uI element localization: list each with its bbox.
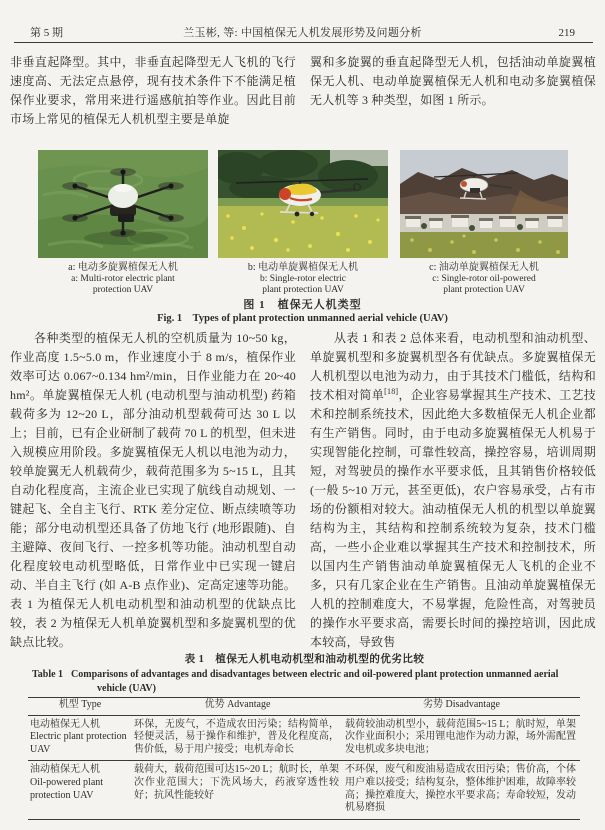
table-header-row (28, 698, 580, 716)
body-right-text-2: ，企业容易掌握其生产技术、工艺技术和控制系统技术，因此绝大多数植保无人机企业都有生产销售。同时，由于电动多旋翼植保无人机易于实现智能化控制，可靠性较高，操控容易，培训周期短，对驾驶员的操作水平要求低，且其销售价格较低 (一般 5~10 万元，甚至更低)，农户容易承受，占有市场的份额相对较大。油动植保无人机的机型以单旋翼结构为主，其结构和控制系统较为复杂，技术门槛高，一些小企业难以掌握其生产技术和控制技术，所以国内生产销售油动单旋翼植保无人飞机的企业不多，只有几家企业在生产销售。且油动单旋翼植保无人机的控制难度大，不易掌握，危险性高，对驾驶员的操作水平要求高，需要长时间的操控培训，因此成本较高，导致售 (310, 388, 597, 649)
table-1-caption-en-text: Comparisons of advantages and disadvantages between electric and oil-powered plant protection unmanned aerial vehicle (UAV) (71, 669, 559, 694)
table-1-caption (32, 653, 577, 695)
caption-a-zh: a: 电动多旋翼植保无人机 (68, 262, 178, 273)
cell-type-oil (28, 761, 132, 819)
intro-paragraph-right: 翼和多旋翼的垂直起降型无人机，包括油动单旋翼植保无人机、电动单旋翼植保无人机和电动多旋翼植保无人机等 3 种类型，如图 1 所示。 (310, 55, 596, 107)
table-1-caption-zh: 表 1 植保无人机电动机型和油动机型的优劣比较 (184, 654, 425, 665)
intro-paragraph-left: 非垂直起降型。其中，非垂直起降型无人飞机的飞行速度高、无法定点悬停，现有技术条件下不能满足植保作业要求，常用来进行遥感航拍等作业。因此目前市场上常见的植保无人机机型主要是单旋 (10, 55, 296, 126)
page-number: 219 (558, 27, 575, 39)
photo-single-rotor-electric-uav (218, 150, 388, 258)
figure-1-title (0, 298, 605, 326)
body-paragraph-left: 各种类型的植保无人机的空机质量为 10~50 kg，作业高度 1.5~5.0 m，作业速度小于 8 m/s，植保作业效率可达 0.067~0.134 hm²/min，日作业能力在 20~40 hm²。单旋翼植保无人机 (电动机型与油动机型) 药箱载荷多为 12~20 L，部分油动机型载荷可达 30 L 以上；目前，已有企业研制了载荷 70 L 的机型，但未进入规模应用阶段。多旋翼植保无人机以电池为动力，较单旋翼无人机载荷少，载荷范围多为 5~15 L，且其自动化程度高，主流企业已实现了航线自动规划、一键起飞、全自主飞行、RTK 差分定位、断点续喷等功能；部分电动机型还具备了仿地飞行 (地形跟随)、自主避障、夜间飞行、一控多机等功能。油动机型自动化程度较电动机型略低，日常作业中已实现一键启动、半自主飞行 (如 A-B 点作业)、定高定速等功能。表 1 为植保无人机电动机型和油动机型的优缺点比较，表 2 为植保无人机单旋翼机型和多旋翼机型的优缺点比较。 (10, 331, 296, 649)
caption-c-en2: plant protection UAV (443, 285, 525, 295)
col-header-disadvantage: 劣势 Disadvantage (343, 698, 580, 716)
table-1-label: Table 1 (32, 669, 64, 680)
caption-c-zh: c: 油动单旋翼植保无人机 (429, 262, 539, 273)
figure-1-panel-a (38, 150, 208, 296)
type-en: Electric plant protection UAV (30, 731, 127, 755)
journal-issue: 第 5 期 (30, 27, 63, 39)
figure-1-title-en: Fig. 1 Types of plant protection unmanned aerial vehicle (UAV) (157, 313, 448, 324)
figure-1 (38, 150, 568, 296)
caption-a-en2: protection UAV (92, 285, 154, 295)
figure-1-panel-b (218, 150, 388, 296)
photo-multi-rotor-electric-uav (38, 150, 208, 258)
body-right-text-1: 从表 1 和表 2 总体来看，电动机型和油动机型、单旋翼机型和多旋翼机型各有优缺点。多旋翼植保无人机机型以电池为动力，由于其技术门槛低，结构和技术相对简单 (310, 331, 596, 402)
caption-c-en1: c: Single-rotor oil-powered (432, 274, 536, 284)
table-row-oil-powered (28, 761, 580, 819)
caption-b-en2: plant protection UAV (262, 285, 344, 295)
figure-1-panel-c (400, 150, 568, 296)
col-header-advantage: 优势 Advantage (132, 698, 343, 716)
photo-single-rotor-oil-powered-uav (400, 150, 568, 258)
caption-b-zh: b: 电动单旋翼植保无人机 (247, 262, 359, 273)
body-columns (10, 329, 596, 652)
caption-a (38, 262, 208, 296)
caption-a-en1: a: Multi-rotor electric plant (71, 274, 175, 284)
type-zh: 电动植保无人机 (30, 718, 100, 730)
citation-ref-18: [18] (384, 387, 399, 396)
body-paragraph-right (310, 329, 596, 652)
cell-type-electric (28, 715, 132, 761)
intro-columns (10, 53, 596, 129)
header-rule (14, 42, 593, 43)
table-1 (28, 697, 580, 820)
type-en: Oil-powered plant protection UAV (30, 776, 104, 801)
table-row-electric (28, 715, 580, 761)
cell-advantage-electric: 环保，无废气，不造成农田污染；结构简单，轻便灵活，易于操作和维护，普及化程度高，售价低，易于用户接受；电机寿命长 (132, 715, 343, 761)
table-1-caption-en (32, 668, 577, 695)
type-zh: 油动植保无人机 (30, 764, 100, 776)
caption-c (400, 262, 568, 296)
cell-disadvantage-oil: 不环保，废气和废油易造成农田污染；售价高，个体用户难以接受；结构复杂，整体维护困难，故障率较高；操控难度大，操控水平要求高；寿命较短，发动机易磨损 (343, 761, 580, 819)
page-header (14, 24, 591, 40)
running-title: 兰玉彬, 等: 中国植保无人机发展形势及问题分析 (183, 27, 422, 39)
figure-1-title-zh: 图 1 植保无人机类型 (243, 299, 362, 311)
cell-advantage-oil: 载荷大，载荷范围可达15~20 L；航时长，单架次作业范围大；下洗风场大，药液穿透性较好；抗风性能较好 (132, 761, 343, 819)
caption-b-en1: b: Single-rotor electric (260, 274, 346, 284)
col-header-type: 机型 Type (28, 698, 132, 716)
cell-disadvantage-electric: 载荷较油动机型小，载荷范围5~15 L；航时短，单架次作业面积小；采用锂电池作为动力源，场外需配置发电机或多块电池； (343, 715, 580, 761)
caption-b (218, 262, 388, 296)
